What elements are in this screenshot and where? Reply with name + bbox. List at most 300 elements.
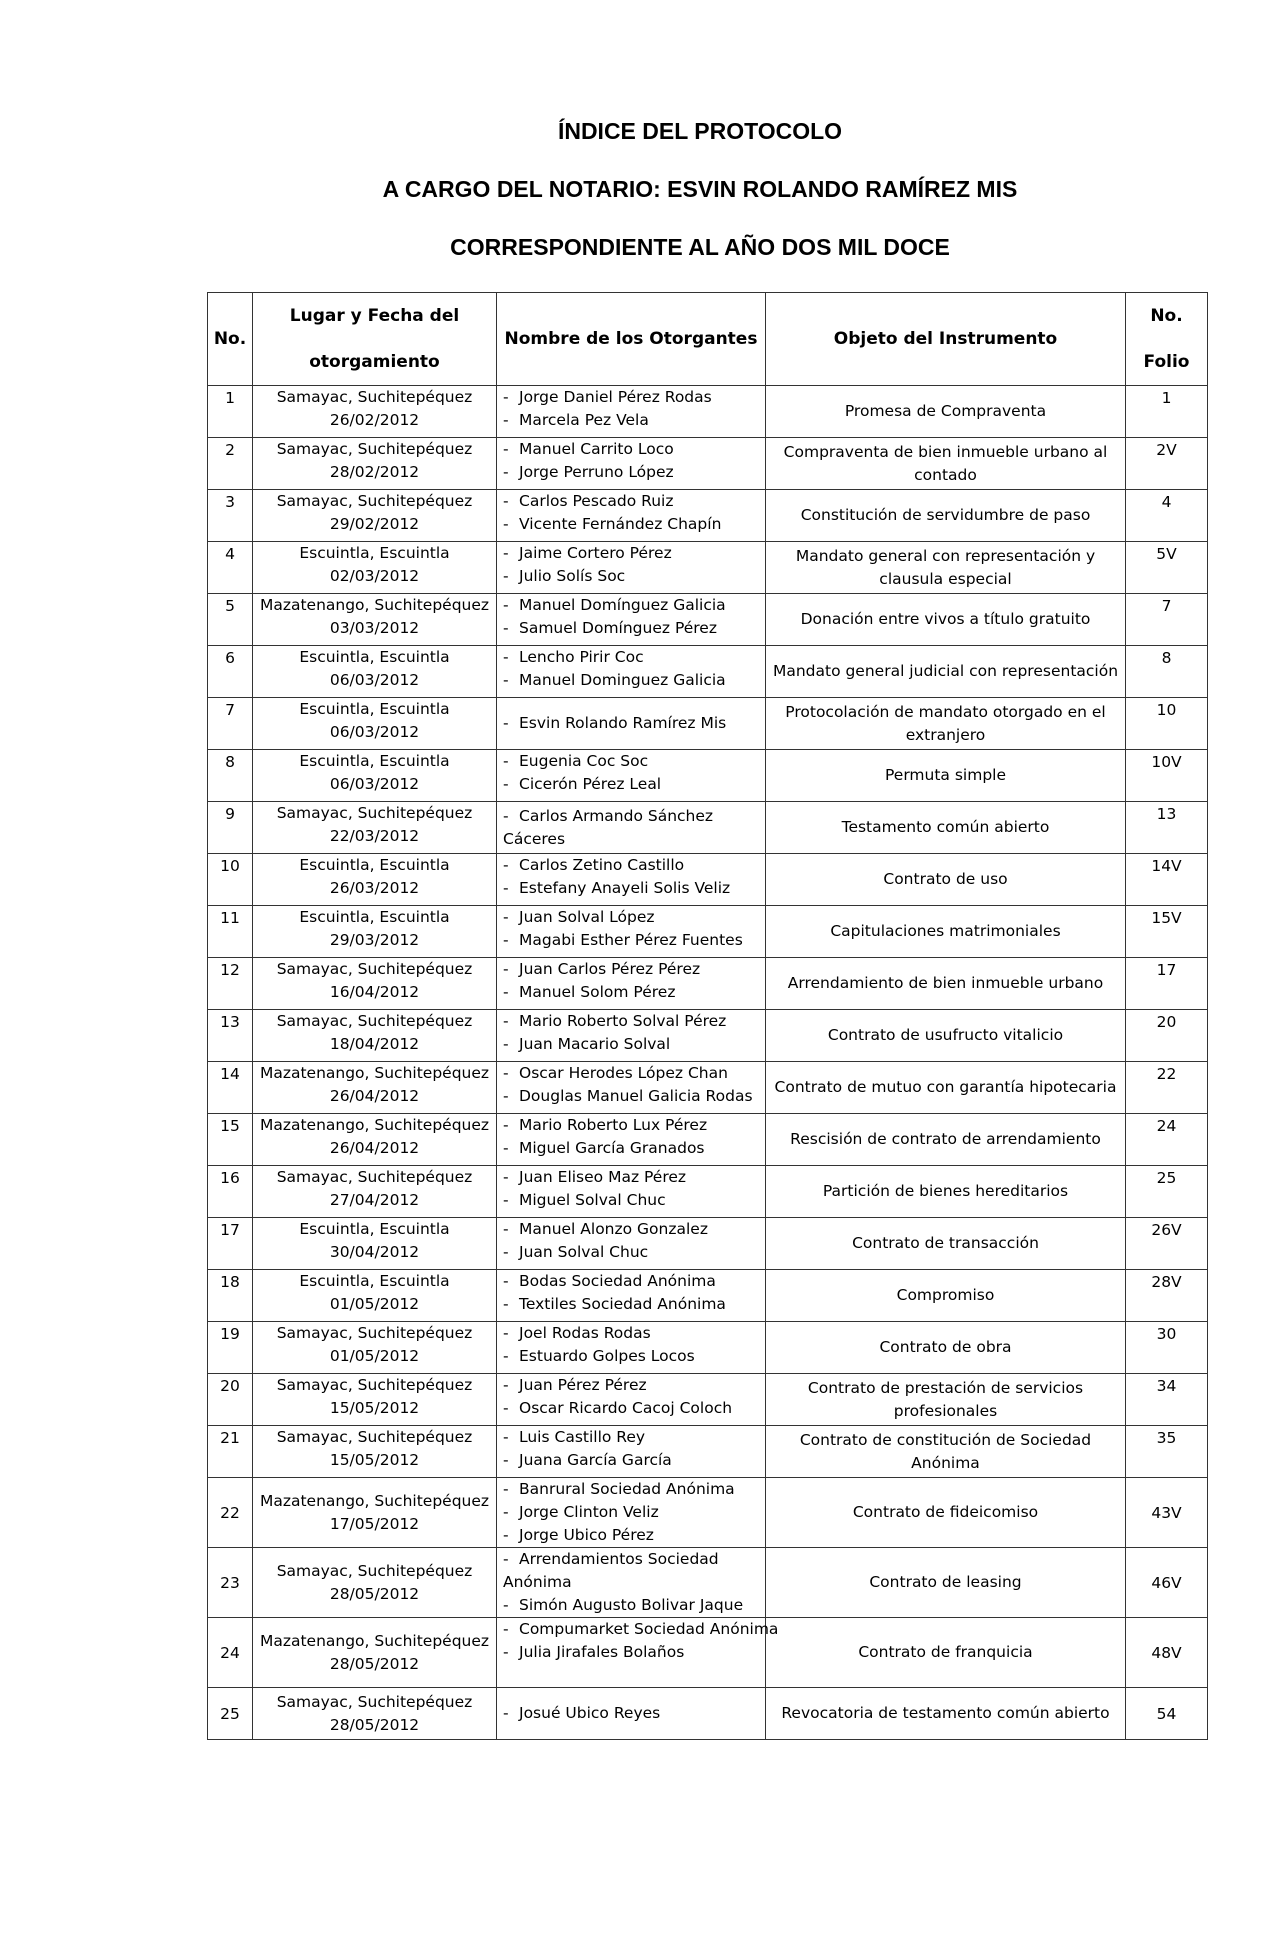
grantor-name-text: Samuel Domínguez Pérez bbox=[519, 619, 717, 637]
date: 02/03/2012 bbox=[329, 567, 420, 585]
grantor-name bbox=[503, 877, 761, 900]
table-row bbox=[208, 906, 1208, 958]
table-row bbox=[208, 1478, 1208, 1548]
date: 06/03/2012 bbox=[329, 671, 420, 689]
cell-folio: 34 bbox=[1126, 1374, 1208, 1426]
cell-place-date bbox=[253, 958, 497, 1010]
grantor-name-text: Jorge Perruno López bbox=[519, 463, 674, 481]
dash-bullet: - bbox=[503, 908, 509, 926]
cell-no: 21 bbox=[208, 1426, 253, 1478]
dash-bullet: - bbox=[503, 1620, 509, 1638]
grantor-name bbox=[503, 1374, 761, 1397]
header-no: No. bbox=[208, 293, 253, 386]
table-row bbox=[208, 958, 1208, 1010]
date: 28/05/2012 bbox=[329, 1584, 420, 1603]
cell-names bbox=[497, 1010, 766, 1062]
cell-place-date bbox=[253, 1166, 497, 1218]
dash-bullet: - bbox=[503, 1295, 509, 1313]
table-row bbox=[208, 646, 1208, 698]
year-subtitle: CORRESPONDIENTE AL AÑO DOS MIL DOCE bbox=[450, 234, 950, 260]
cell-names bbox=[497, 1374, 766, 1426]
dash-bullet: - bbox=[503, 856, 509, 874]
dash-bullet: - bbox=[503, 596, 509, 614]
grantor-name bbox=[503, 1137, 761, 1160]
cell-object: Contrato de mutuo con garantía hipotecaria bbox=[766, 1062, 1126, 1114]
cell-object: Compromiso bbox=[766, 1270, 1126, 1322]
cell-folio: 26V bbox=[1126, 1218, 1208, 1270]
table-row bbox=[208, 750, 1208, 802]
cell-place-date bbox=[253, 1478, 497, 1548]
place: Samayac, Suchitepéquez bbox=[276, 804, 473, 822]
table-row bbox=[208, 1322, 1208, 1374]
dash-bullet: - bbox=[503, 1480, 509, 1498]
place: Samayac, Suchitepéquez bbox=[276, 1324, 473, 1342]
date: 01/05/2012 bbox=[329, 1347, 420, 1365]
place: Escuintla, Escuintla bbox=[299, 752, 450, 770]
dash-bullet: - bbox=[503, 671, 509, 689]
grantor-name bbox=[503, 565, 761, 588]
cell-object: Contrato de uso bbox=[766, 854, 1126, 906]
date: 06/03/2012 bbox=[329, 775, 420, 793]
dash-bullet: - bbox=[503, 1035, 509, 1053]
cell-folio: 28V bbox=[1126, 1270, 1208, 1322]
cell-no: 17 bbox=[208, 1218, 253, 1270]
dash-bullet: - bbox=[503, 752, 509, 770]
cell-place-date bbox=[253, 542, 497, 594]
grantor-name-text: Cicerón Pérez Leal bbox=[519, 775, 662, 793]
cell-object: Mandato general con representación y clausula especial bbox=[766, 542, 1126, 594]
cell-folio: 43V bbox=[1126, 1478, 1208, 1548]
cell-names bbox=[497, 1426, 766, 1478]
dash-bullet: - bbox=[503, 1376, 509, 1394]
cell-no: 10 bbox=[208, 854, 253, 906]
dash-bullet: - bbox=[503, 1503, 509, 1521]
table-row bbox=[208, 490, 1208, 542]
grantor-name bbox=[503, 1524, 761, 1547]
grantor-name bbox=[503, 958, 761, 981]
grantor-name bbox=[503, 1293, 761, 1316]
grantor-name-text: Juan Pérez Pérez bbox=[519, 1376, 647, 1394]
dash-bullet: - bbox=[503, 1272, 509, 1290]
cell-no: 8 bbox=[208, 750, 253, 802]
cell-names bbox=[497, 438, 766, 490]
dash-bullet: - bbox=[503, 1428, 509, 1446]
cell-no: 5 bbox=[208, 594, 253, 646]
grantor-name bbox=[503, 712, 761, 735]
dash-bullet: - bbox=[503, 1550, 509, 1568]
notary-subtitle: A CARGO DEL NOTARIO: ESVIN ROLANDO RAMÍREZ MIS bbox=[382, 176, 1018, 202]
date: 27/04/2012 bbox=[329, 1191, 420, 1209]
table-row bbox=[208, 1218, 1208, 1270]
grantor-name-text: Juan Macario Solval bbox=[519, 1035, 671, 1053]
place: Escuintla, Escuintla bbox=[299, 856, 450, 874]
cell-names bbox=[497, 386, 766, 438]
place: Escuintla, Escuintla bbox=[299, 1220, 450, 1238]
grantor-name bbox=[503, 438, 761, 461]
dash-bullet: - bbox=[503, 1347, 509, 1365]
grantor-name bbox=[503, 461, 761, 484]
cell-object: Permuta simple bbox=[766, 750, 1126, 802]
cell-no: 9 bbox=[208, 802, 253, 854]
cell-no: 25 bbox=[208, 1688, 253, 1740]
cell-names bbox=[497, 646, 766, 698]
header-object: Objeto del Instrumento bbox=[766, 293, 1126, 386]
grantor-name-text: Marcela Pez Vela bbox=[519, 411, 649, 429]
cell-no: 6 bbox=[208, 646, 253, 698]
dash-bullet: - bbox=[503, 544, 509, 562]
header-names: Nombre de los Otorgantes bbox=[497, 293, 766, 386]
dash-bullet: - bbox=[503, 775, 509, 793]
grantor-name-text: Banrural Sociedad Anónima bbox=[519, 1480, 735, 1498]
grantor-name bbox=[503, 1702, 761, 1725]
dash-bullet: - bbox=[503, 714, 509, 732]
grantor-name bbox=[503, 854, 761, 877]
cell-names bbox=[497, 542, 766, 594]
dash-bullet: - bbox=[503, 1704, 509, 1722]
date: 26/03/2012 bbox=[329, 879, 420, 897]
cell-place-date bbox=[253, 1688, 497, 1740]
dash-bullet: - bbox=[503, 1451, 509, 1469]
dash-bullet: - bbox=[503, 463, 509, 481]
cell-names bbox=[497, 1218, 766, 1270]
grantor-name-text: Josué Ubico Reyes bbox=[519, 1704, 661, 1722]
grantor-name-text: Oscar Ricardo Cacoj Coloch bbox=[519, 1399, 733, 1417]
cell-no: 18 bbox=[208, 1270, 253, 1322]
grantor-name-text: Textiles Sociedad Anónima bbox=[519, 1295, 726, 1313]
grantor-name-text: Magabi Esther Pérez Fuentes bbox=[519, 931, 743, 949]
grantor-name bbox=[503, 669, 761, 692]
grantor-name-text: Juan Solval Chuc bbox=[519, 1243, 649, 1261]
dash-bullet: - bbox=[503, 879, 509, 897]
place: Samayac, Suchitepéquez bbox=[276, 960, 473, 978]
grantor-name bbox=[503, 750, 761, 773]
cell-names bbox=[497, 958, 766, 1010]
grantor-name bbox=[503, 386, 761, 409]
cell-object: Contrato de constitución de Sociedad Anónima bbox=[766, 1426, 1126, 1478]
grantor-name bbox=[503, 1548, 761, 1594]
grantor-name bbox=[503, 1270, 761, 1293]
dash-bullet: - bbox=[503, 567, 509, 585]
cell-folio: 7 bbox=[1126, 594, 1208, 646]
cell-place-date bbox=[253, 906, 497, 958]
grantor-name-text: Estuardo Golpes Locos bbox=[519, 1347, 695, 1365]
place: Mazatenango, Suchitepéquez bbox=[259, 596, 490, 614]
cell-no: 14 bbox=[208, 1062, 253, 1114]
grantor-name bbox=[503, 409, 761, 432]
cell-place-date bbox=[253, 1426, 497, 1478]
table-row bbox=[208, 386, 1208, 438]
grantor-name-text: Arrendamientos Sociedad Anónima bbox=[503, 1550, 719, 1591]
grantor-name-text: Manuel Domínguez Galicia bbox=[519, 596, 726, 614]
cell-place-date bbox=[253, 438, 497, 490]
cell-object: Contrato de franquicia bbox=[766, 1618, 1126, 1688]
dash-bullet: - bbox=[503, 931, 509, 949]
cell-object: Arrendamiento de bien inmueble urbano bbox=[766, 958, 1126, 1010]
cell-object: Compraventa de bien inmueble urbano al contado bbox=[766, 438, 1126, 490]
grantor-name bbox=[503, 1345, 761, 1368]
cell-folio: 2V bbox=[1126, 438, 1208, 490]
dash-bullet: - bbox=[503, 983, 509, 1001]
grantor-name-text: Carlos Zetino Castillo bbox=[519, 856, 685, 874]
table-row bbox=[208, 802, 1208, 854]
table-row bbox=[208, 698, 1208, 750]
grantor-name-text: Luis Castillo Rey bbox=[519, 1428, 646, 1446]
grantor-name-text: Miguel García Granados bbox=[519, 1139, 705, 1157]
cell-place-date bbox=[253, 386, 497, 438]
cell-names bbox=[497, 1618, 779, 1688]
place: Escuintla, Escuintla bbox=[299, 648, 450, 666]
cell-no: 23 bbox=[208, 1548, 253, 1618]
cell-object: Testamento común abierto bbox=[766, 802, 1126, 854]
grantor-name bbox=[503, 1322, 761, 1345]
grantor-name-text: Compumarket Sociedad Anónima bbox=[519, 1620, 779, 1638]
grantor-name-text: Juan Carlos Pérez Pérez bbox=[519, 960, 701, 978]
place: Samayac, Suchitepéquez bbox=[276, 1376, 473, 1394]
cell-place-date bbox=[253, 1062, 497, 1114]
date: 30/04/2012 bbox=[329, 1243, 420, 1261]
cell-object: Partición de bienes hereditarios bbox=[766, 1166, 1126, 1218]
cell-names bbox=[497, 750, 766, 802]
grantor-name-text: Julio Solís Soc bbox=[519, 567, 626, 585]
cell-place-date bbox=[253, 646, 497, 698]
dash-bullet: - bbox=[503, 1643, 509, 1661]
table-row bbox=[208, 1114, 1208, 1166]
table-row bbox=[208, 1426, 1208, 1478]
table-row bbox=[208, 1010, 1208, 1062]
dash-bullet: - bbox=[503, 1399, 509, 1417]
cell-object: Contrato de transacción bbox=[766, 1218, 1126, 1270]
cell-place-date bbox=[253, 490, 497, 542]
dash-bullet: - bbox=[503, 440, 509, 458]
date: 01/05/2012 bbox=[329, 1295, 420, 1313]
cell-object: Contrato de obra bbox=[766, 1322, 1126, 1374]
cell-object: Contrato de fideicomiso bbox=[766, 1478, 1126, 1548]
date: 26/04/2012 bbox=[329, 1139, 420, 1157]
table-row bbox=[208, 542, 1208, 594]
grantor-name-text: Manuel Alonzo Gonzalez bbox=[519, 1220, 708, 1238]
cell-folio: 1 bbox=[1126, 386, 1208, 438]
cell-no: 24 bbox=[208, 1618, 253, 1688]
cell-names bbox=[497, 1478, 766, 1548]
table-row bbox=[208, 438, 1208, 490]
grantor-name-text: Juan Eliseo Maz Pérez bbox=[519, 1168, 687, 1186]
cell-names bbox=[497, 490, 766, 542]
document-title: ÍNDICE DEL PROTOCOLO bbox=[557, 118, 843, 144]
cell-place-date bbox=[253, 802, 497, 854]
cell-place-date bbox=[253, 594, 497, 646]
grantor-name-text: Lencho Pirir Coc bbox=[519, 648, 644, 666]
table-row bbox=[208, 1618, 1208, 1688]
table-row bbox=[208, 1688, 1208, 1740]
grantor-name bbox=[503, 1062, 761, 1085]
grantor-name bbox=[503, 490, 761, 513]
cell-names bbox=[497, 1548, 766, 1618]
cell-names bbox=[497, 854, 766, 906]
cell-no: 2 bbox=[208, 438, 253, 490]
cell-folio: 8 bbox=[1126, 646, 1208, 698]
cell-object: Constitución de servidumbre de paso bbox=[766, 490, 1126, 542]
cell-place-date bbox=[253, 1548, 497, 1618]
cell-place-date bbox=[253, 750, 497, 802]
table-row bbox=[208, 1374, 1208, 1426]
grantor-name-text: Estefany Anayeli Solis Veliz bbox=[519, 879, 731, 897]
grantor-name bbox=[503, 1241, 761, 1264]
grantor-name-text: Manuel Solom Pérez bbox=[519, 983, 676, 1001]
cell-no: 13 bbox=[208, 1010, 253, 1062]
grantor-name bbox=[503, 542, 761, 565]
grantor-name bbox=[503, 929, 761, 952]
grantor-name bbox=[503, 1641, 761, 1664]
cell-folio: 5V bbox=[1126, 542, 1208, 594]
grantor-name-text: Simón Augusto Bolivar Jaque bbox=[519, 1596, 744, 1614]
table-row bbox=[208, 854, 1208, 906]
grantor-name bbox=[503, 1397, 761, 1420]
place: Samayac, Suchitepéquez bbox=[276, 1561, 473, 1580]
grantor-name bbox=[503, 1449, 761, 1472]
cell-no: 12 bbox=[208, 958, 253, 1010]
cell-names bbox=[497, 1114, 766, 1166]
place: Mazatenango, Suchitepéquez bbox=[259, 1116, 490, 1134]
grantor-name-text: Jorge Ubico Pérez bbox=[519, 1526, 654, 1544]
grantor-name-text: Jaime Cortero Pérez bbox=[519, 544, 672, 562]
date: 15/05/2012 bbox=[329, 1399, 420, 1417]
place: Escuintla, Escuintla bbox=[299, 700, 450, 718]
cell-folio: 20 bbox=[1126, 1010, 1208, 1062]
dash-bullet: - bbox=[503, 1243, 509, 1261]
place: Escuintla, Escuintla bbox=[299, 544, 450, 562]
grantor-name bbox=[503, 1618, 779, 1641]
dash-bullet: - bbox=[503, 1168, 509, 1186]
grantor-name bbox=[503, 646, 761, 669]
dash-bullet: - bbox=[503, 411, 509, 429]
cell-object: Capitulaciones matrimoniales bbox=[766, 906, 1126, 958]
grantor-name-text: Esvin Rolando Ramírez Mis bbox=[519, 714, 727, 732]
grantor-name-text: Vicente Fernández Chapín bbox=[519, 515, 722, 533]
cell-no: 7 bbox=[208, 698, 253, 750]
cell-object: Donación entre vivos a título gratuito bbox=[766, 594, 1126, 646]
cell-place-date bbox=[253, 698, 497, 750]
dash-bullet: - bbox=[503, 960, 509, 978]
cell-names bbox=[497, 802, 766, 854]
dash-bullet: - bbox=[503, 1324, 509, 1342]
cell-names bbox=[497, 594, 766, 646]
grantor-name-text: Julia Jirafales Bolaños bbox=[519, 1643, 685, 1661]
grantor-name-text: Mario Roberto Solval Pérez bbox=[519, 1012, 727, 1030]
cell-object: Contrato de leasing bbox=[766, 1548, 1126, 1618]
dash-bullet: - bbox=[503, 1139, 509, 1157]
cell-folio: 4 bbox=[1126, 490, 1208, 542]
grantor-name-text: Douglas Manuel Galicia Rodas bbox=[519, 1087, 753, 1105]
cell-folio: 48V bbox=[1126, 1618, 1208, 1688]
grantor-name bbox=[503, 1426, 761, 1449]
grantor-name bbox=[503, 1594, 761, 1617]
date: 28/05/2012 bbox=[329, 1715, 420, 1734]
cell-no: 20 bbox=[208, 1374, 253, 1426]
cell-object: Mandato general judicial con representación bbox=[766, 646, 1126, 698]
grantor-name-text: Manuel Dominguez Galicia bbox=[519, 671, 726, 689]
cell-names bbox=[497, 1322, 766, 1374]
date: 29/02/2012 bbox=[329, 515, 420, 533]
grantor-name bbox=[503, 617, 761, 640]
place: Mazatenango, Suchitepéquez bbox=[259, 1064, 490, 1082]
cell-no: 22 bbox=[208, 1478, 253, 1548]
grantor-name bbox=[503, 1114, 761, 1137]
date: 16/04/2012 bbox=[329, 983, 420, 1001]
dash-bullet: - bbox=[503, 1191, 509, 1209]
place: Escuintla, Escuintla bbox=[299, 908, 450, 926]
grantor-name-text: Bodas Sociedad Anónima bbox=[519, 1272, 716, 1290]
cell-folio: 13 bbox=[1126, 802, 1208, 854]
cell-no: 16 bbox=[208, 1166, 253, 1218]
date: 15/05/2012 bbox=[329, 1451, 420, 1469]
cell-place-date bbox=[253, 1218, 497, 1270]
grantor-name-text: Joel Rodas Rodas bbox=[519, 1324, 651, 1342]
place: Samayac, Suchitepéquez bbox=[276, 1168, 473, 1186]
cell-folio: 35 bbox=[1126, 1426, 1208, 1478]
cell-place-date bbox=[253, 1618, 497, 1688]
table-row bbox=[208, 1270, 1208, 1322]
cell-place-date bbox=[253, 1322, 497, 1374]
grantor-name-text: Miguel Solval Chuc bbox=[519, 1191, 666, 1209]
dash-bullet: - bbox=[503, 648, 509, 666]
grantor-name-text: Juana García García bbox=[519, 1451, 672, 1469]
dash-bullet: - bbox=[503, 492, 509, 510]
cell-folio: 46V bbox=[1126, 1548, 1208, 1618]
grantor-name bbox=[503, 1501, 761, 1524]
dash-bullet: - bbox=[503, 1116, 509, 1134]
date: 18/04/2012 bbox=[329, 1035, 420, 1053]
cell-place-date bbox=[253, 1010, 497, 1062]
grantor-name bbox=[503, 1085, 761, 1108]
cell-folio: 22 bbox=[1126, 1062, 1208, 1114]
date: 26/02/2012 bbox=[329, 411, 420, 429]
grantor-name-text: Carlos Armando Sánchez Cáceres bbox=[503, 806, 714, 848]
cell-no: 3 bbox=[208, 490, 253, 542]
cell-names bbox=[497, 1166, 766, 1218]
place: Samayac, Suchitepéquez bbox=[276, 1428, 473, 1446]
cell-place-date bbox=[253, 1374, 497, 1426]
place: Samayac, Suchitepéquez bbox=[276, 440, 473, 458]
dash-bullet: - bbox=[503, 619, 509, 637]
table-row bbox=[208, 1062, 1208, 1114]
grantor-name bbox=[503, 1189, 761, 1212]
grantor-name-text: Mario Roberto Lux Pérez bbox=[519, 1116, 708, 1134]
dash-bullet: - bbox=[503, 1087, 509, 1105]
cell-names bbox=[497, 1688, 766, 1740]
grantor-name bbox=[503, 981, 761, 1004]
cell-no: 15 bbox=[208, 1114, 253, 1166]
grantor-name bbox=[503, 513, 761, 536]
table-header-row bbox=[208, 293, 1208, 386]
cell-folio: 54 bbox=[1126, 1688, 1208, 1740]
grantor-name-text: Jorge Clinton Veliz bbox=[519, 1503, 659, 1521]
grantor-name bbox=[503, 1478, 761, 1501]
cell-object: Contrato de usufructo vitalicio bbox=[766, 1010, 1126, 1062]
date: 26/04/2012 bbox=[329, 1087, 420, 1105]
date: 29/03/2012 bbox=[329, 931, 420, 949]
cell-object: Contrato de prestación de servicios profesionales bbox=[766, 1374, 1126, 1426]
grantor-name-text: Carlos Pescado Ruiz bbox=[519, 492, 674, 510]
grantor-name bbox=[503, 1010, 761, 1033]
cell-names bbox=[497, 1062, 766, 1114]
grantor-name bbox=[503, 1218, 761, 1241]
cell-folio: 10 bbox=[1126, 698, 1208, 750]
grantor-name-text: Oscar Herodes López Chan bbox=[519, 1064, 728, 1082]
grantor-name bbox=[503, 773, 761, 796]
cell-folio: 14V bbox=[1126, 854, 1208, 906]
grantor-name bbox=[503, 1166, 761, 1189]
date: 22/03/2012 bbox=[329, 827, 420, 845]
